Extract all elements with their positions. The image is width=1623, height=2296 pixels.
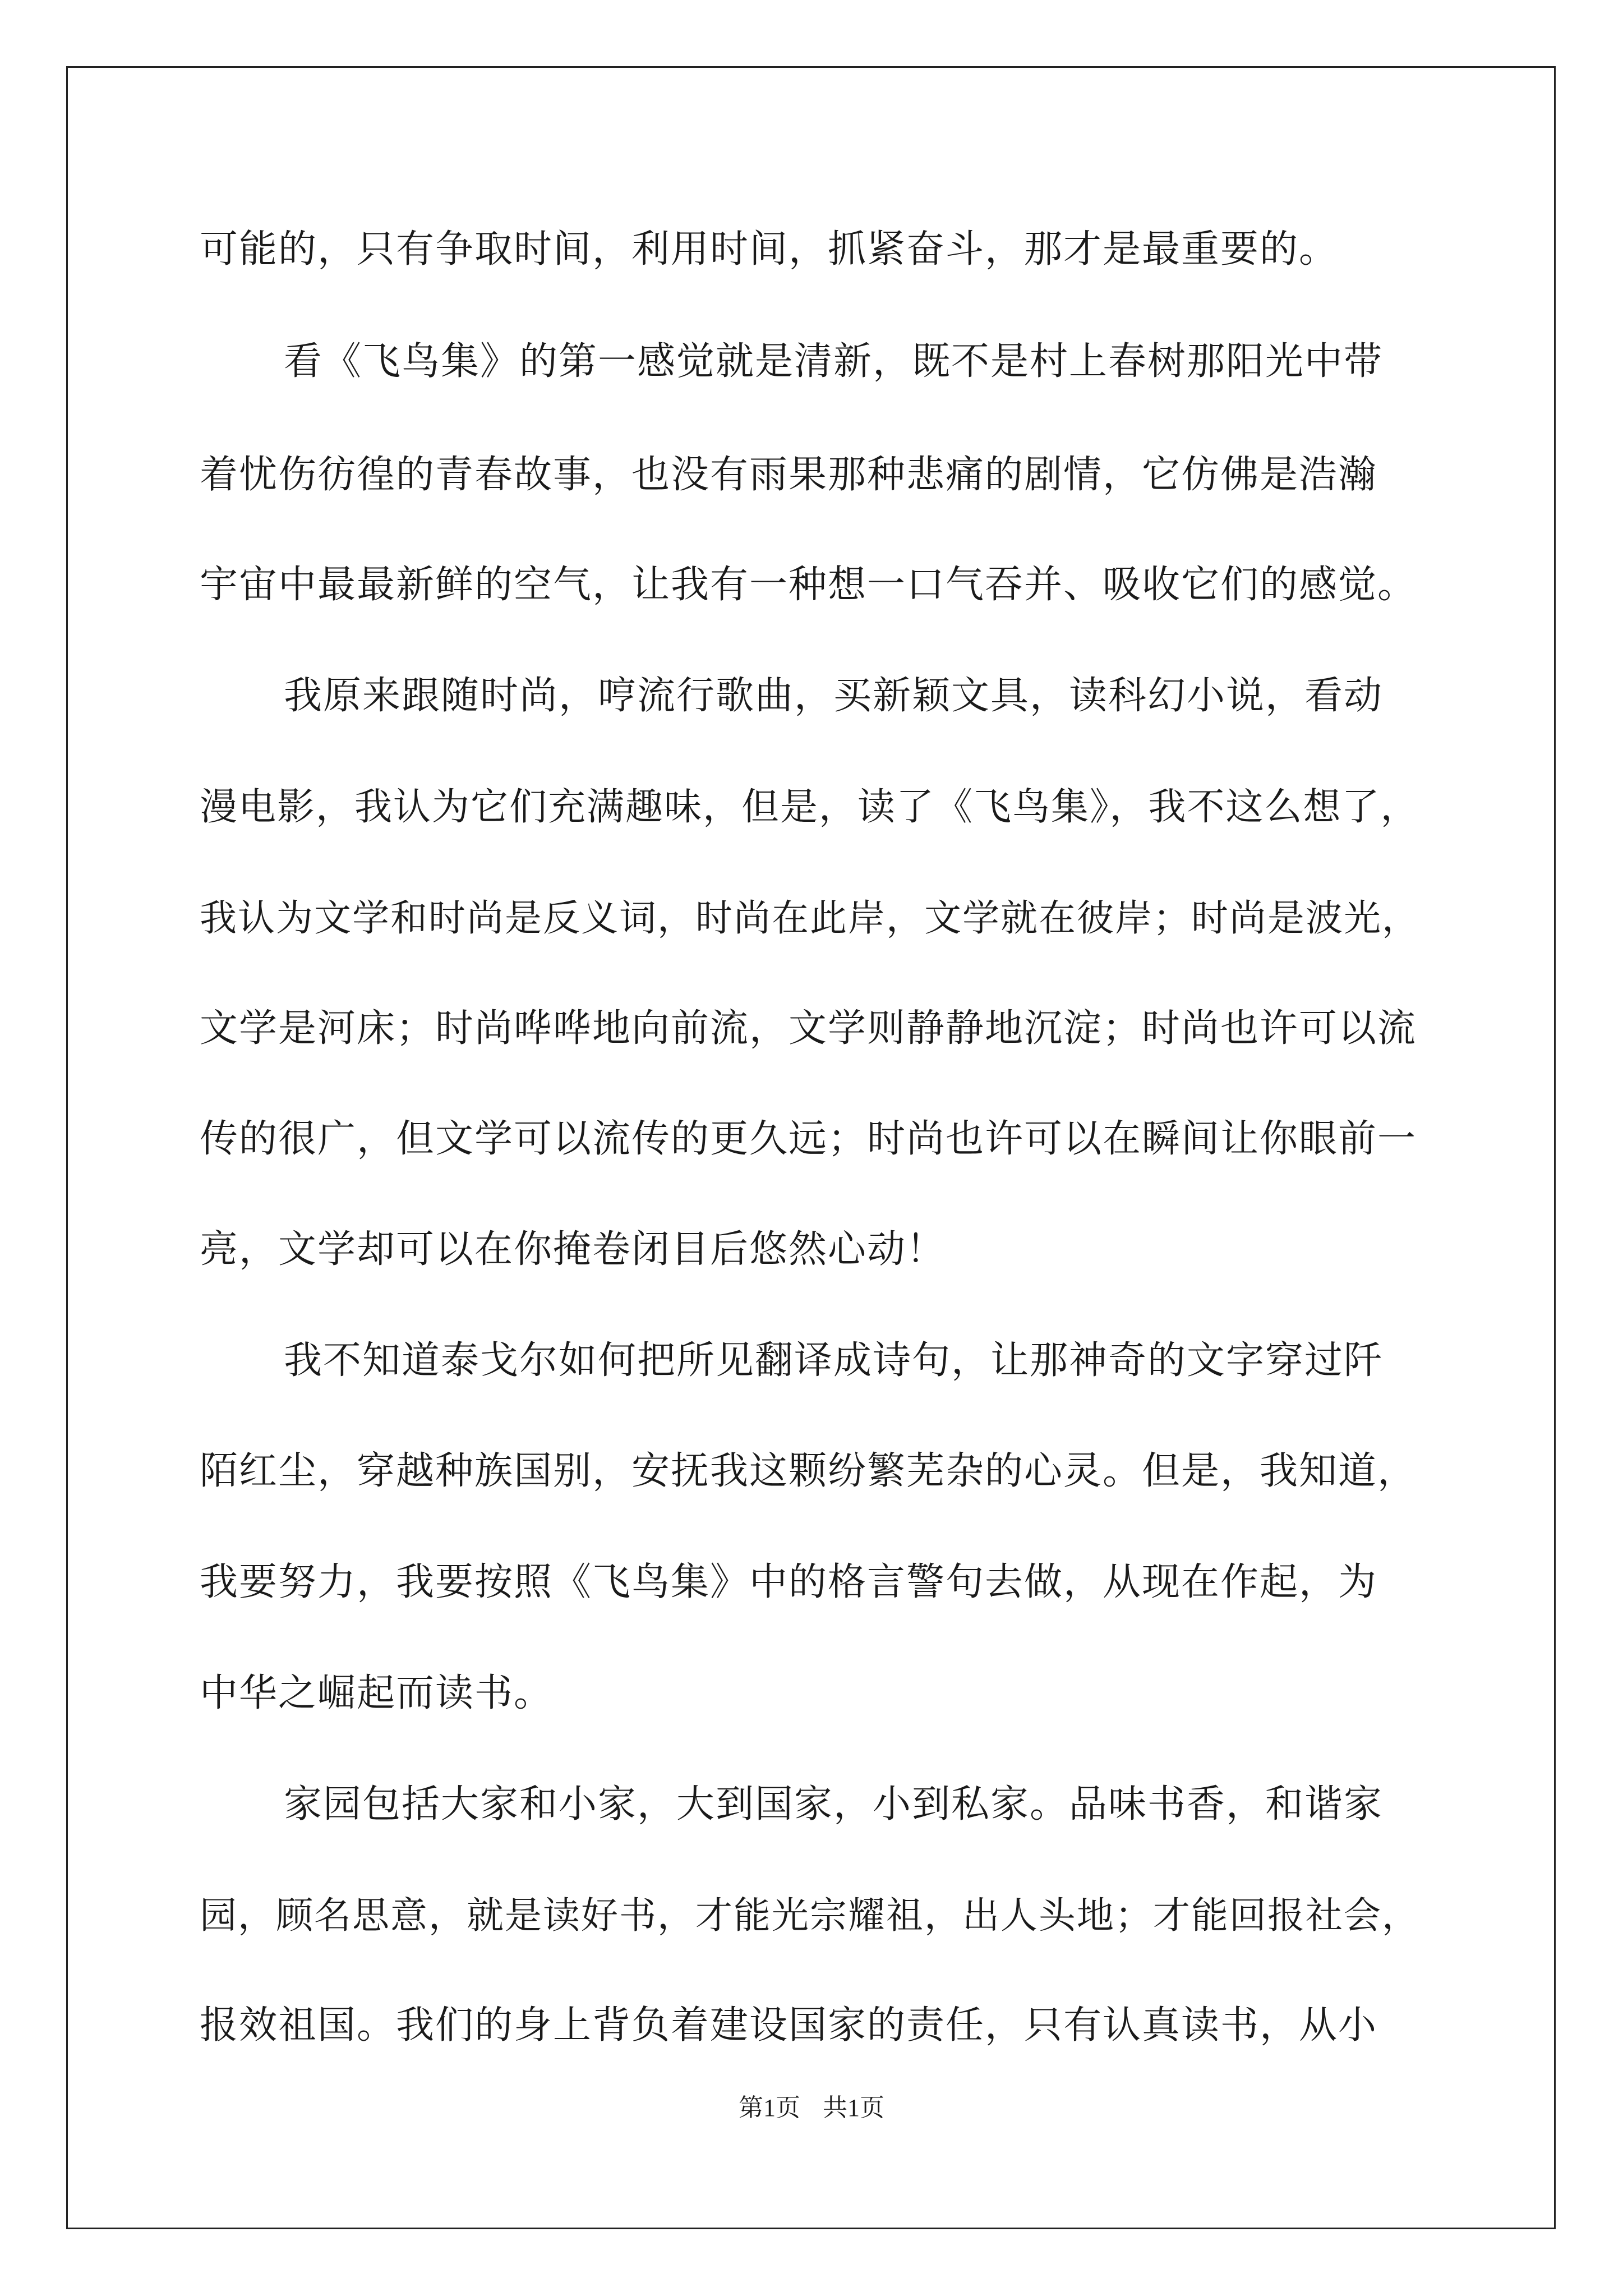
paragraph-first-line: 我原来跟随时尚，哼流行歌曲，买新颖文具，读科幻小说，看动 xyxy=(284,674,1384,718)
text-line: 报效祖国。我们的身上背负着建设国家的责任，只有认真读书，从小 xyxy=(200,2003,1378,2047)
text-line: 宇宙中最最新鲜的空气，让我有一种想一口气吞并、吸收它们的感觉。 xyxy=(200,563,1417,607)
text-line: 我要努力，我要按照《飞鸟集》中的格言警句去做，从现在作起，为 xyxy=(200,1560,1378,1604)
text-line: 陌红尘，穿越种族国别，安抚我这颗纷繁芜杂的心灵。但是，我知道， xyxy=(200,1449,1417,1493)
text-line: 漫电影，我认为它们充满趣味，但是，读了《飞鸟集》，我不这么想了， xyxy=(200,785,1419,829)
text-line: 中华之崛起而读书。 xyxy=(200,1671,554,1715)
paragraph-first-line: 家园包括大家和小家，大到国家，小到私家。品味书香，和谐家 xyxy=(284,1782,1384,1826)
paragraph-first-line: 我不知道泰戈尔如何把所见翻译成诗句，让那神奇的文字穿过阡 xyxy=(284,1338,1384,1383)
page-total: 共1页 xyxy=(823,2094,884,2122)
text-line: 传的很广，但文学可以流传的更久远；时尚也许可以在瞬间让你眼前一 xyxy=(200,1117,1417,1161)
page-footer xyxy=(0,2091,1623,2125)
text-line: 文学是河床；时尚哗哗地向前流，文学则静静地沉淀；时尚也许可以流 xyxy=(200,1006,1417,1051)
text-line: 亮，文学却可以在你掩卷闭目后悠然心动！ xyxy=(200,1227,946,1272)
paragraph-first-line: 看《飞鸟集》的第一感觉就是清新，既不是村上春树那阳光中带 xyxy=(284,339,1384,384)
text-line: 可能的，只有争取时间，利用时间，抓紧奋斗，那才是最重要的。 xyxy=(200,227,1339,272)
page-number: 第1页 xyxy=(739,2094,800,2122)
text-line: 我认为文学和时尚是反义词，时尚在此岸，文学就在彼岸；时尚是波光， xyxy=(200,896,1420,940)
text-line: 着忧伤彷徨的青春故事，也没有雨果那种悲痛的剧情，它仿佛是浩瀚 xyxy=(200,453,1378,497)
text-line: 园，顾名思意，就是读好书，才能光宗耀祖，出人头地；才能回报社会， xyxy=(200,1894,1420,1937)
